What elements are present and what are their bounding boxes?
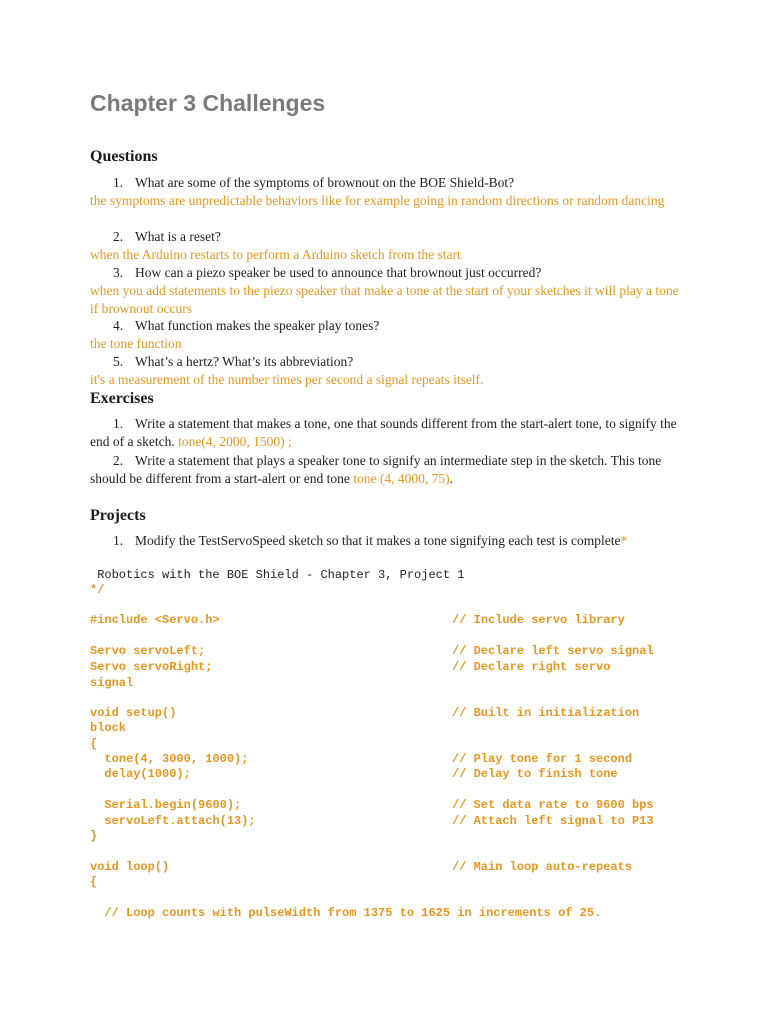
code-comment-line: Robotics with the BOE Shield - Chapter 3, Project 1 [90, 568, 465, 582]
code-line: tone(4, 3000, 1000); [90, 752, 249, 766]
projects-heading: Projects [90, 507, 146, 524]
code-line: #include <Servo.h> [90, 613, 220, 627]
answer-4: the tone function [90, 336, 182, 351]
question-text: How can a piezo speaker be used to announce that brownout just occurred? [135, 265, 542, 280]
exercise-text: Write a statement that makes a tone, one that sounds different from the start-alert tone, to signify the end of a sketch. [90, 416, 677, 449]
question-5 [90, 353, 690, 371]
questions-heading: Questions [90, 148, 158, 165]
page-title: Chapter 3 Challenges [90, 90, 326, 116]
question-text: What are some of the symptoms of brownout on the BOE Shield-Bot? [135, 175, 515, 190]
code-comment: // Set data rate to 9600 bps [452, 798, 654, 812]
code-line: Servo servoLeft; [90, 644, 206, 658]
exercise-2 [90, 452, 690, 488]
code-line: Serial.begin(9600); [90, 798, 242, 812]
code-line: // Loop counts with pulseWidth from 1375 to 1625 in increments of 25. [90, 906, 602, 920]
project-1 [90, 532, 690, 550]
code-line: servoLeft.attach(13); [90, 814, 256, 828]
question-text: What’s a hertz? What’s its abbreviation? [135, 354, 354, 369]
code-line: } [90, 829, 98, 843]
exercises-heading: Exercises [90, 390, 154, 407]
answer-2: when the Arduino restarts to perform a Arduino sketch from the start [90, 247, 461, 262]
question-text: What function makes the speaker play tones? [135, 318, 380, 333]
project-answer: * [620, 533, 628, 548]
code-line: { [90, 875, 98, 889]
project-text: Modify the TestServoSpeed sketch so that it makes a tone signifying each test is complete [135, 533, 621, 548]
code-comment: // Declare right servo [452, 660, 611, 674]
exercise-1 [90, 415, 690, 451]
question-4 [90, 317, 690, 335]
question-2 [90, 228, 690, 246]
exercise-answer: tone (4, 4000, 75) [353, 471, 450, 486]
question-number: 5. [113, 354, 124, 369]
code-line: Servo servoRight; [90, 660, 213, 674]
question-text: What is a reset? [135, 229, 221, 244]
code-line: block [90, 721, 127, 735]
answer-1: the symptoms are unpredictable behaviors like for example going in random directions or random dancing [90, 193, 665, 208]
exercise-number: 2. [113, 453, 124, 468]
exercise-suffix: . [449, 471, 454, 486]
code-line: signal [90, 676, 134, 690]
question-number: 4. [113, 318, 124, 333]
code-comment: // Main loop auto-repeats [452, 860, 633, 874]
question-number: 2. [113, 229, 124, 244]
exercise-answer: tone(4, 2000, 1500) ; [178, 434, 292, 449]
exercise-number: 1. [113, 416, 124, 431]
code-comment: // Play tone for 1 second [452, 752, 633, 766]
code-comment: // Include servo library [452, 613, 625, 627]
exercise-text: Write a statement that plays a speaker tone to signify an intermediate step in the sketch. This tone should be different from a start-alert or end tone [90, 453, 662, 486]
code-line: void loop() [90, 860, 170, 874]
code-comment-end: */ [90, 583, 105, 597]
answer-5: it's a measurement of the number times per second a signal repeats itself. [90, 372, 484, 387]
code-comment: // Delay to finish tone [452, 767, 618, 781]
code-comment: // Declare left servo signal [452, 644, 654, 658]
answer-3: when you add statements to the piezo speaker that make a tone at the start of your sketches it will play a tone if brownout occurs [90, 283, 679, 316]
question-3 [90, 264, 690, 282]
project-number: 1. [113, 533, 124, 548]
code-line: delay(1000); [90, 767, 191, 781]
question-number: 3. [113, 265, 124, 280]
code-comment: // Attach left signal to P13 [452, 814, 654, 828]
code-line: { [90, 737, 98, 751]
code-line: void setup() [90, 706, 177, 720]
question-number: 1. [113, 175, 124, 190]
question-1 [90, 174, 690, 192]
code-comment: // Built in initialization [452, 706, 640, 720]
